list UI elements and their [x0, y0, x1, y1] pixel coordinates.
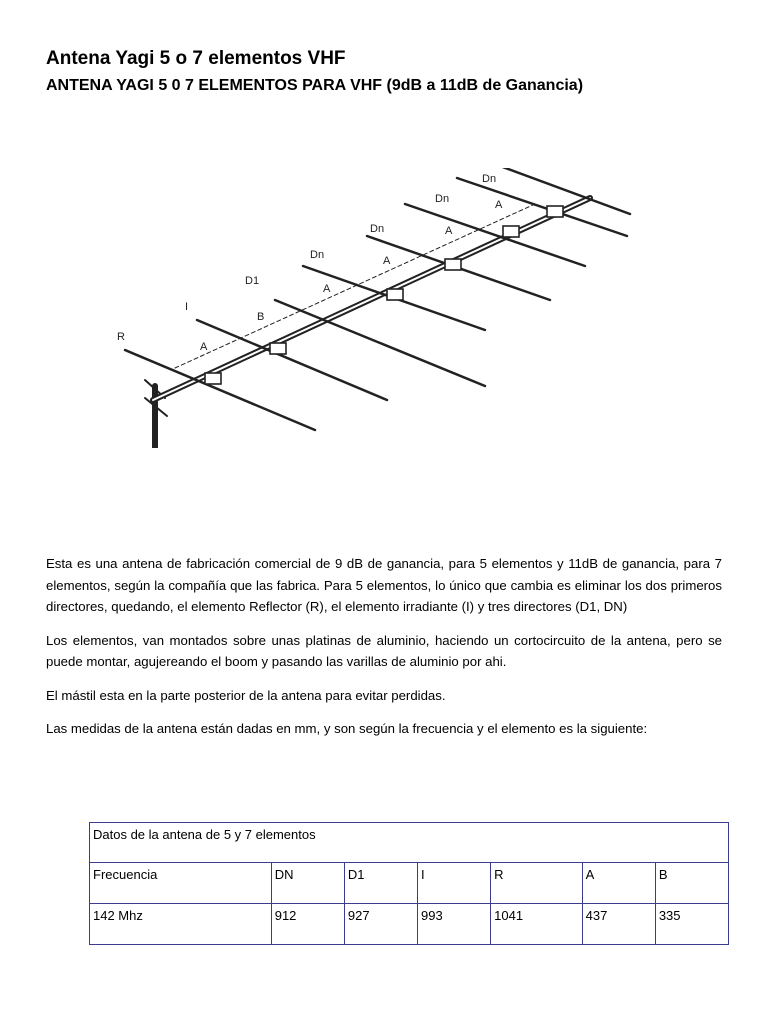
label-a-4: A	[445, 225, 453, 237]
table-header-cell: DN	[271, 863, 344, 904]
label-b: B	[257, 311, 265, 323]
yagi-antenna-drawing	[105, 168, 645, 448]
table-cell: 912	[271, 904, 344, 945]
table-header-cell: B	[655, 863, 728, 904]
label-a-3: A	[383, 255, 391, 267]
table-caption-row	[90, 823, 729, 863]
table-cell: 437	[582, 904, 655, 945]
table-cell: 1041	[491, 904, 583, 945]
paragraph: Las medidas de la antena están dadas en mm, y son según la frecuencia y el elemento es la siguiente:	[46, 721, 648, 736]
table-cell: 335	[655, 904, 728, 945]
paragraph: Esta es una antena de fabricación comercial de 9 dB de ganancia, para 5 elementos y 11dB de ganancia, para 7 elementos, según la compañía que las fabrica. Para 5 elementos, lo único que cambia es eliminar los dos primeros directores, quedando, el elemento Reflector (R), el elemento irradiante (I) y tres directores (D1, DN)	[46, 556, 722, 614]
yagi-antenna-diagram	[105, 168, 645, 448]
element-director-5	[457, 178, 627, 236]
label-d1: D1	[245, 275, 260, 287]
label-a-2: A	[323, 283, 331, 295]
label-dn-2: Dn	[370, 223, 385, 235]
label-dn-3: Dn	[435, 193, 450, 205]
table-header-cell: A	[582, 863, 655, 904]
table-header-cell: Frecuencia	[90, 863, 272, 904]
table-cell: 142 Mhz	[90, 904, 272, 945]
body-text	[46, 553, 722, 752]
table-header-cell: I	[418, 863, 491, 904]
label-dn-4: Dn	[482, 173, 497, 185]
table-header-row	[90, 863, 729, 904]
table-header-cell: R	[491, 863, 583, 904]
element-radiator	[197, 320, 387, 400]
antenna-data-table	[89, 822, 729, 945]
element-director-1	[275, 300, 485, 386]
table-cell: 927	[344, 904, 417, 945]
label-r: R	[117, 331, 125, 343]
page-title: Antena Yagi 5 o 7 elementos VHF	[46, 48, 346, 69]
label-a-1: A	[200, 341, 208, 353]
label-i: I	[185, 301, 189, 313]
paragraph: El mástil esta en la parte posterior de la antena para evitar perdidas.	[46, 687, 446, 703]
label-dn-1: Dn	[310, 249, 325, 261]
table-cell: 993	[418, 904, 491, 945]
label-a-5: A	[495, 199, 503, 211]
table-header-cell: D1	[344, 863, 417, 904]
page-subtitle: ANTENA YAGI 5 0 7 ELEMENTOS PARA VHF (9dB a 11dB de Ganancia)	[46, 77, 584, 94]
paragraph: Los elementos, van montados sobre unas platinas de aluminio, haciendo un cortocircuito de la antena, pero se puede montar, agujereando el boom y pasando las varillas de aluminio por ahi.	[46, 632, 722, 669]
table-caption: Datos de la antena de 5 y 7 elementos	[90, 823, 729, 863]
table-row	[90, 904, 729, 945]
